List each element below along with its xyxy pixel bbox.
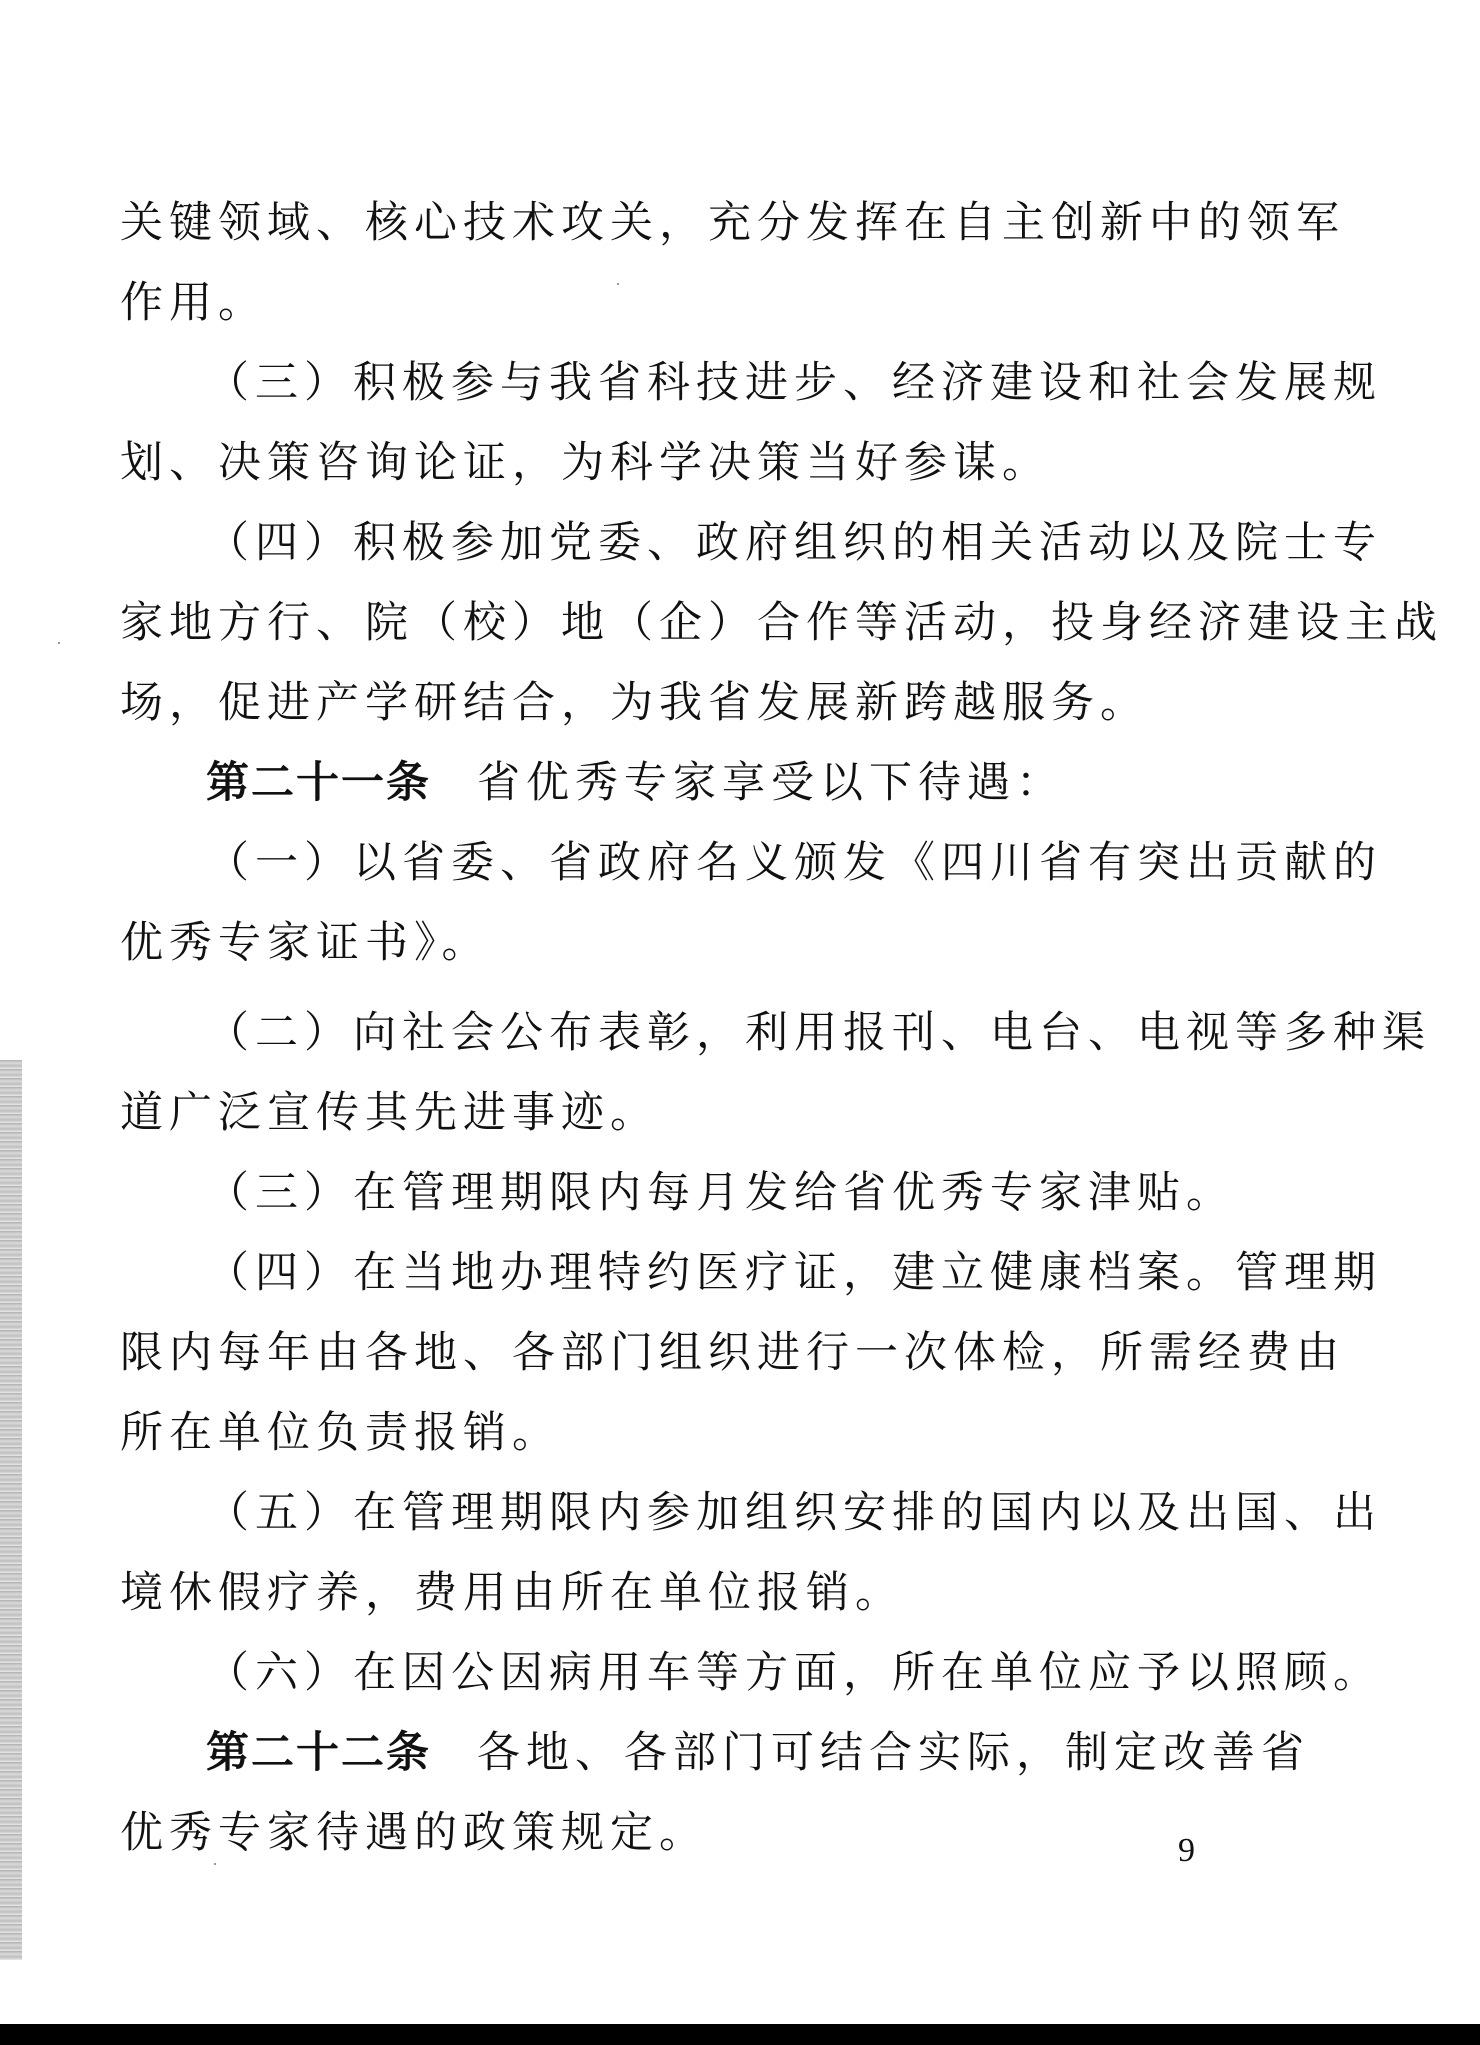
- text-line: （四）在当地办理特约医疗证，建立健康档案。管理期: [206, 1248, 1382, 1298]
- text-line: 境休假疗养，费用由所在单位报销。: [120, 1568, 904, 1618]
- text-line: 划、决策咨询论证，为科学决策当好参谋。: [120, 438, 1051, 488]
- scan-speck: [214, 1863, 216, 1865]
- article-21-text: 省优秀专家享受以下待遇：: [477, 758, 1065, 808]
- text-line: （二）向社会公布表彰，利用报刊、电台、电视等多种渠: [206, 1008, 1431, 1058]
- article-22-line: [206, 1718, 1310, 1788]
- text-line: 作用。: [120, 278, 267, 328]
- text-line: 所在单位负责报销。: [120, 1408, 561, 1458]
- text-line: （一）以省委、省政府名义颁发《四川省有突出贡献的: [206, 838, 1382, 888]
- text-line: 场，促进产学研结合，为我省发展新跨越服务。: [120, 678, 1149, 728]
- article-22-text: 各地、各部门可结合实际，制定改善省: [477, 1728, 1310, 1778]
- text-line: 关键领域、核心技术攻关，充分发挥在自主创新中的领军: [120, 198, 1345, 248]
- article-22-heading: 第二十二条: [206, 1728, 431, 1778]
- text-line: （五）在管理期限内参加组织安排的国内以及出国、出: [206, 1488, 1382, 1538]
- text-line: 限内每年由各地、各部门组织进行一次体检，所需经费由: [120, 1328, 1345, 1378]
- text-line: 优秀专家证书》。: [120, 918, 491, 968]
- scan-edge-shadow: [0, 1060, 22, 1960]
- text-line: （三）在管理期限内每月发给省优秀专家津贴。: [206, 1168, 1235, 1218]
- text-line: （四）积极参加党委、政府组织的相关活动以及院士专: [206, 518, 1382, 568]
- article-21-line: [206, 748, 1065, 818]
- article-21-heading: 第二十一条: [206, 758, 431, 808]
- text-line: 家地方行、院（校）地（企）合作等活动，投身经济建设主战: [120, 598, 1443, 648]
- page-number: 9: [1178, 1832, 1195, 1869]
- text-line: （六）在因公因病用车等方面，所在单位应予以照顾。: [206, 1648, 1382, 1698]
- scan-speck: [58, 642, 60, 644]
- scan-speck: [617, 283, 619, 285]
- scan-bottom-border: [0, 2024, 1480, 2045]
- text-line: 道广泛宣传其先进事迹。: [120, 1088, 659, 1138]
- text-line: （三）积极参与我省科技进步、经济建设和社会发展规: [206, 358, 1382, 408]
- text-line: 优秀专家待遇的政策规定。: [120, 1808, 708, 1858]
